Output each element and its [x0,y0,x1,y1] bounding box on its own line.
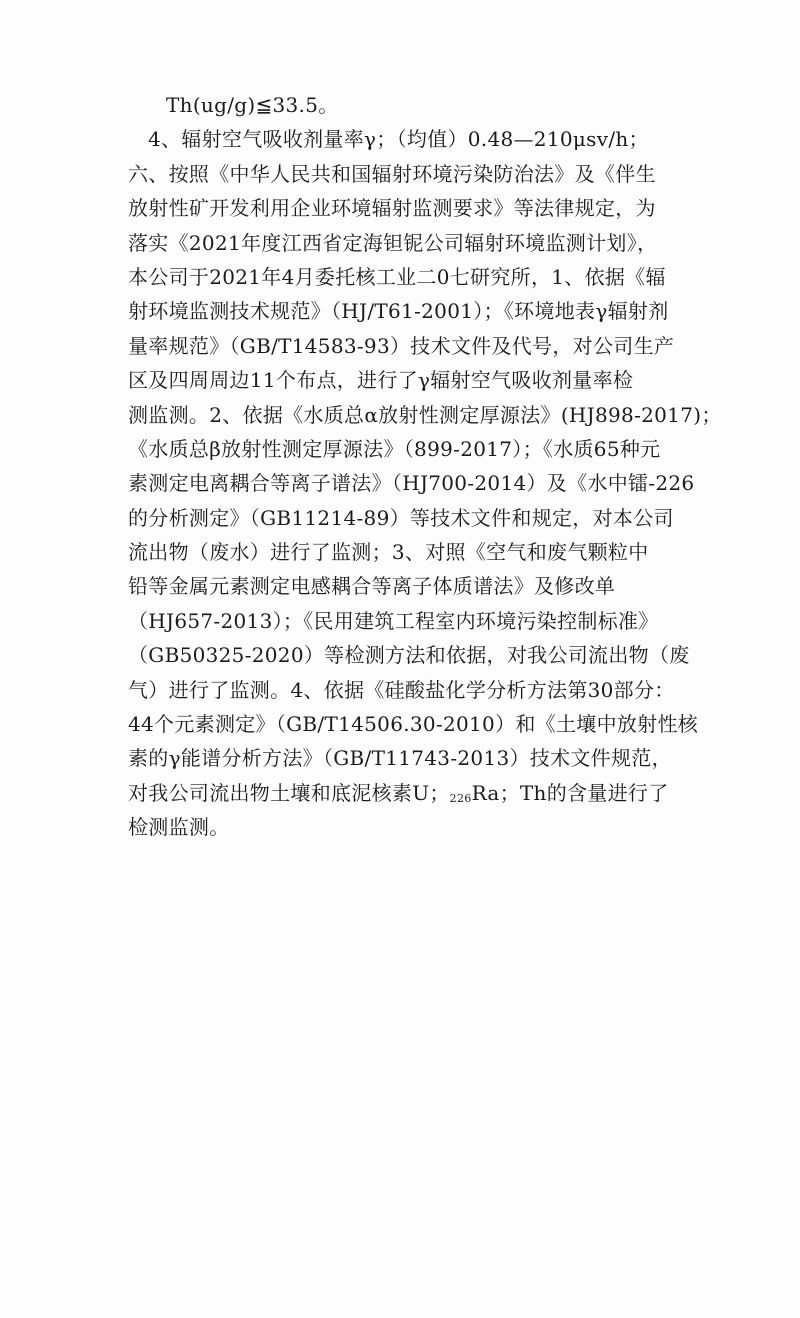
text-line: 落实《2021年度江西省定海钽铌公司辐射环境监测计划》， [128,230,658,255]
text-line: 测监测。2、依据《水质总α放射性测定厚源法》(HJ898-2017)； [128,402,722,427]
text-line: 射环境监测技术规范》（HJ/T61-2001）；《环境地表γ辐射剂 [128,299,669,324]
text-line: Th(ug/g)≦33.5。 [166,93,339,117]
text-line-last [128,776,678,810]
text-line-final: 检测监测。 [128,815,230,840]
text-line: 44个元素测定》（GB/T14506.30-2010）和《土壤中放射性核 [128,712,699,737]
text-line: 区及四周周边11个布点，进行了γ辐射空气吸收剂量率检 [128,368,634,393]
text-line: （HJ657-2013）；《民用建筑工程室内环境污染控制标准》 [128,608,659,633]
text-line: 铅等金属元素测定电感耦合等离子体质谱法》及修改单 [128,574,616,599]
text-line: 4、辐射空气吸收剂量率γ；（均值）0.48—210μsv/h； [148,127,649,152]
text-line: 本公司于2021年4月委托核工业二0七研究所，1、依据《辐 [128,264,666,289]
text-line: 气）进行了监测。4、依据《硅酸盐化学分析方法第30部分： [128,677,675,702]
text-line: 《水质总β放射性测定厚源法》（899-2017）；《水质65种元 [128,436,661,461]
text-segment: 对我公司流出物土壤和底泥核素U； [128,780,450,805]
text-line: 流出物（废水）进行了监测；3、对照《空气和废气颗粒中 [128,540,649,565]
text-line: 素测定电离耦合等离子谱法》（HJ700-2014）及《水中镭-226 [128,471,695,496]
text-line: 放射性矿开发利用企业环境辐射监测要求》等法律规定，为 [128,196,656,221]
isotope-mass-number: 226 [449,791,472,805]
text-line: 量率规范》（GB/T14583-93）技术文件及代号，对公司生产 [128,333,675,358]
text-segment: Ra；Th的含量进行了 [471,780,669,805]
text-line: 素的γ能谱分析方法》（GB/T11743-2013）技术文件规范， [128,746,672,771]
text-line: 的分析测定》（GB11214-89）等技术文件和规定，对本公司 [128,505,674,530]
text-line: 六、按照《中华人民共和国辐射环境污染防治法》及《伴生 [128,161,656,186]
body-text [128,88,722,845]
text-line: （GB50325-2020）等检测方法和依据，对我公司流出物（废 [128,643,690,668]
